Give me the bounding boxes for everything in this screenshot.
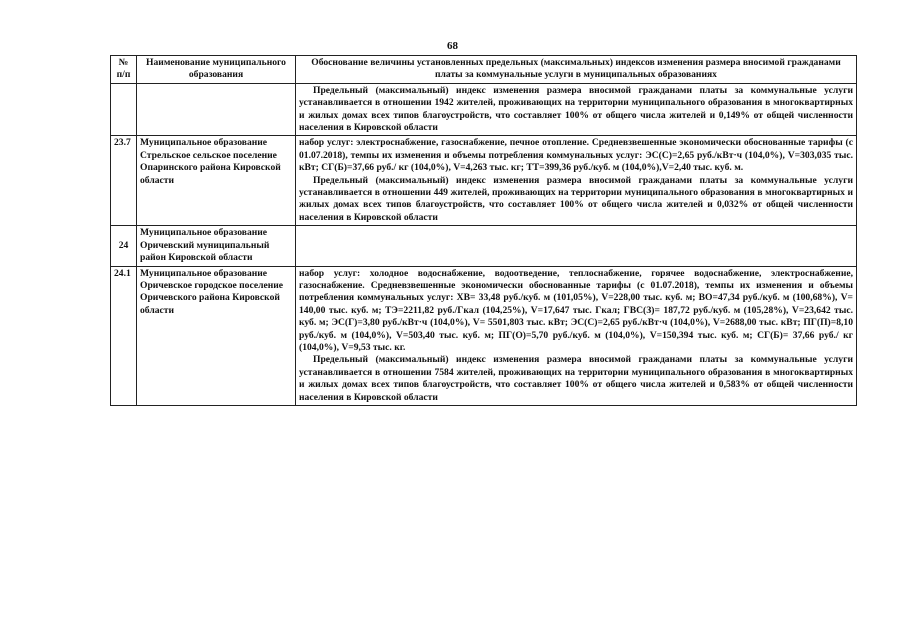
- header-justification: Обоснование величины установленных предельных (максимальных) индексов изменения размера вносимой гражданами платы за коммунальные услуги в муниципальных образованиях: [296, 56, 857, 84]
- header-municipality: Наименование муниципального образования: [137, 56, 296, 84]
- municipality-name: [137, 83, 296, 136]
- table-row: [111, 83, 857, 136]
- municipality-name: Муниципальное образование Оричевское городское поселение Оричевского района Кировской области: [137, 266, 296, 405]
- municipality-name: Муниципальное образование Оричевский муниципальный район Кировской области: [137, 226, 296, 266]
- row-number: 24: [111, 226, 137, 266]
- justification-cell: [296, 83, 857, 136]
- justification-paragraph: набор услуг: холодное водоснабжение, водоотведение, теплоснабжение, горячее водоснабжение, электроснабжение, газоснабжение. Средневзвешенные экономически обоснованные тарифы (с 01.07.2018), темпы их изменения и объемы потребления коммунальных услуг: ХВ= 33,48 руб./куб. м (101,05%), V=228,00 тыс. куб. м; ВО=47,34 руб./куб. м (100,68%), V= 140,00 тыс. куб. м; ТЭ=2211,82 руб./Гкал (104,25%), V=17,647 тыс. Гкал; ГВС(З)= 187,72 руб./куб. м (105,28%), V=23,642 тыс. куб. м; ЭС(Г)=3,80 руб./кВт·ч (104,0%), V= 5501,803 тыс. кВт; ЭС(С)=2,65 руб./кВт·ч (104,0%), V=2688,00 тыс. кВт; ПГ(П)=8,10 руб./куб. м (104,0%), V=503,40 тыс. куб. м; ПГ(О)=5,70 руб./куб. м (104,0%), V=150,394 тыс. куб. м; СГ(Б)= 37,66 руб./ кг (104,0%), V=9,53 тыс. кг.: [299, 267, 853, 353]
- page-number: 68: [447, 40, 458, 52]
- table-header-row: [111, 56, 857, 84]
- justification-cell: [296, 266, 857, 405]
- justification-paragraph: Предельный (максимальный) индекс изменения размера вносимой гражданами платы за коммунальные услуги устанавливается в отношении 1942 жителей, проживающих на территории муниципального образования в многоквартирных и жилых домах всех типов благоустройств, что составляет 100% от общего числа жителей и 0,149% от общей численности населения в Кировской области: [299, 84, 853, 134]
- justification-paragraph: Предельный (максимальный) индекс изменения размера вносимой гражданами платы за коммунальные услуги устанавливается в отношении 7584 жителей, проживающих на территории муниципального образования в многоквартирных и жилых домах всех типов благоустройств, что составляет 100% от общего числа жителей и 0,583% от общей численности населения в Кировской области: [299, 354, 853, 403]
- table-row: [111, 136, 857, 226]
- row-number: 23.7: [111, 136, 137, 226]
- justification-paragraph: Предельный (максимальный) индекс изменения размера вносимой гражданами платы за коммунальные услуги устанавливается в отношении 449 жителей, проживающих на территории муниципального образования в многоквартирных и жилых домах всех типов благоустройств, что составляет 100% от общего числа жителей и 0,032% от общей численности населения в Кировской области: [299, 174, 853, 223]
- justification-cell: [296, 226, 857, 266]
- table-row: [111, 226, 857, 266]
- row-number: [111, 83, 137, 136]
- header-number: № п/п: [111, 56, 137, 84]
- row-number: 24.1: [111, 266, 137, 405]
- justification-paragraph: набор услуг: электроснабжение, газоснабжение, печное отопление. Средневзвешенные экономически обоснованные тарифы (с 01.07.2018), темпы их изменения и объемы потребления коммунальных услуг: ЭС(С)=2,65 руб./кВт·ч (104,0%), V=303,035 тыс. кВт; СГ(Б)=37,66 руб./ кг (104,0%), V=4,263 тыс. кг; ТТ=399,36 руб./куб. м (104,0%),V=2,40 тыс. куб. м.: [299, 137, 853, 174]
- municipality-name: Муниципальное образование Стрельское сельское поселение Опаринского района Кировской области: [137, 136, 296, 226]
- table-row: [111, 266, 857, 405]
- justification-cell: [296, 136, 857, 226]
- tariff-table: [110, 55, 857, 406]
